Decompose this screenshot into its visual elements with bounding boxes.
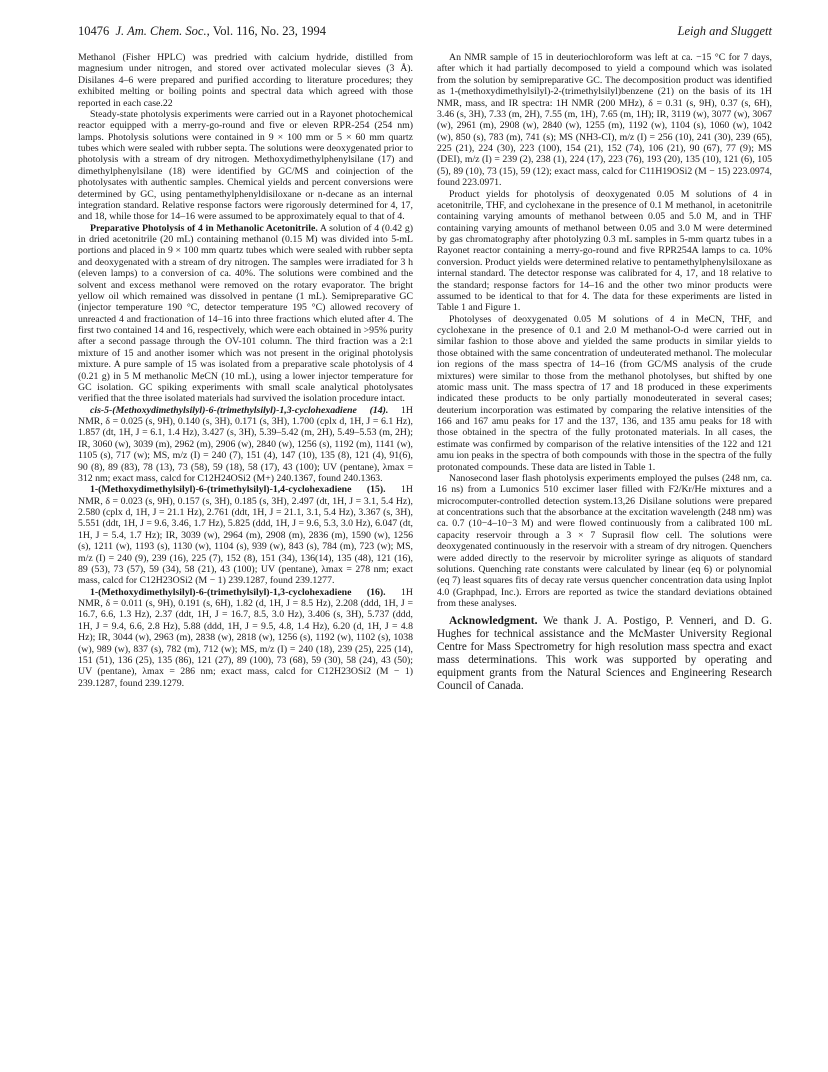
volume-info: Vol. 116, No. 23, 1994 bbox=[212, 24, 327, 38]
header-citation bbox=[78, 24, 326, 39]
section-runin-heading: Preparative Photolysis of 4 in Methanolic Acetonitrile. bbox=[90, 222, 318, 234]
page-number: 10476 bbox=[78, 24, 110, 38]
paragraph-laser-flash: Nanosecond laser flash photolysis experiments employed the pulses (248 nm, ca. 16 ns) from a Lumonics 510 excimer laser filled with F2/Kr/He mixtures and a microcomputer-controlled detection system.13,26 Disilane solutions were prepared at concentrations such that the absorbance at the excitation wavelength (248 nm) was ca. 0.7 (10−4–10−3 M) and were flowed continuously from a calibrated 100 mL capacity reservoir through a 3 × 7 Suprasil flow cell. The solutions were deoxygenated continuously in the reservoir with a stream of dry nitrogen. Quenchers were added directly to the reservoir by microliter syringe as aliquots of standard solutions. Quenching rate constants were calculated by linear (eq 6) or polynomial (eq 7) least squares fits of decay rate versus quencher concentration data using Inplot 4.0 (Graphpad, Inc.). Errors are reported as twice the standard deviations obtained from these analyses. bbox=[437, 472, 772, 609]
left-column bbox=[78, 52, 413, 689]
paragraph-materials: Methanol (Fisher HPLC) was predried with calcium hydride, distilled from magnesium under nitrogen, and stored over activated molecular sieves (3 Å). Disilanes 4–6 were prepared and purified according to literature procedures; they exhibited melting or boiling points and spectral data which agreed with those reported in each case.22 bbox=[78, 52, 413, 109]
journal-name: J. Am. Chem. Soc., bbox=[115, 24, 210, 38]
paragraph-nmr-decomposition: An NMR sample of 15 in deuteriochloroform was left at ca. −15 °C for 7 days, after which it had partially decomposed to yield a compound which was isolated from the solution by semipreparative GC. The decomposition product was identified as 1-(methoxydimethylsilyl)-2-(trimethylsilyl)benzene (21) on the basis of its 1H NMR, mass, and IR spectra: 1H NMR (200 MHz), δ = 0.31 (s, 9H), 0.37 (s, 6H), 3.46 (s, 3H), 7.33 (m, 2H), 7.55 (m, 1H), 7.65 (m, 1H); IR, 3119 (w), 3077 (w), 3067 (w), 2961 (m), 2908 (w), 2840 (w), 1255 (m), 1192 (w), 1104 (s), 1060 (w), 1042 (w), 850 (s), 783 (m), 741 (s); MS (NH3-CI), m/z (I) = 256 (10), 241 (30), 239 (65), 225 (21), 224 (30), 223 (100), 154 (21), 152 (74), 106 (21), 90 (67), 77 (9); MS (DEI), m/z (I) = 239 (2), 238 (1), 224 (17), 223 (76), 193 (20), 135 (10), 121 (6), 105 (5), 89 (10), 73 (15), 59 (12); exact mass, calcd for C11H19OSi2 (M − 15) 223.0974, found 223.0971. bbox=[437, 52, 772, 189]
paragraph-compound-15: 1-(Methoxydimethylsilyl)-6-(trimethylsilyl)-1,4-cyclohexadiene (15). 1H NMR, δ = 0.023 (s, 9H), 0.157 (s, 3H), 0.185 (s, 3H), 2.497 (dt, 1H, J = 3.1, 5.4 Hz), 2.580 (cplx d, 1H, J = 21.1 Hz), 2.761 (ddt, 1H, J = 21.1, 3.1, 5.4 Hz), 3.367 (s, 3H), 5.551 (ddt, 1H, J = 9.6, 3.46, 1.7 Hz), 5.825 (ddd, 1H, J = 9.6, 5.3, 3.0 Hz), 6.047 (dt, 1H, J = 5.4, 1.7 Hz); IR, 3039 (w), 2964 (m), 2908 (m), 2836 (m), 1590 (w), 1256 (s), 1211 (w), 1193 (s), 1130 (w), 1104 (s), 939 (w), 843 (s), 784 (m), 723 (w); MS, m/z (I) = 240 (9), 239 (16), 225 (7), 152 (8), 151 (34), 136(14), 135 (48), 121 (16), 89 (53), 73 (57), 59 (34), 58 (21), 43 (100); UV (pentane), λmax = 278 nm; exact mass, calcd for C12H23OSi2 (M − 1) 239.1287, found 239.1277. bbox=[78, 484, 413, 587]
acknowledgment: Acknowledgment. We thank J. A. Postigo, P. Venneri, and D. G. Hughes for technical assistance and the McMaster University Regional Centre for Mass Spectrometry for high resolution mass spectra and exact mass determinations. This work was supported by operating and equipment grants from the Natural Sciences and Engineering Research Council of Canada. bbox=[437, 615, 772, 693]
acknowledgment-heading: Acknowledgment. bbox=[449, 615, 538, 628]
header-authors: Leigh and Sluggett bbox=[677, 24, 772, 38]
paragraph-preparative-photolysis: Preparative Photolysis of 4 in Methanolic Acetonitrile. A solution of 4 (0.42 g) in dried acetonitrile (20 mL) containing methanol (0.15 M) was divided into 5-mL portions and placed in 9 × 100 mm quartz tubes which were sealed with rubber septa and deoxygenated with a stream of dry nitrogen. The samples were irradiated for 3 h (eleven lamps) to a conversion of ca. 40%. The solutions were combined and the solvent and excess methanol were removed on the rotary evaporator. The bright yellow oil which remained was dissolved in pentane (1 mL). Semipreparative GC (injector temperature 190 °C, detector temperature 195 °C) allowed recovery of unreacted 4 and fractionation of 14–16 into three fractions which eluted after 4. The first two contained 14 and 16, respectively, which were each obtained in >95% purity after a second passage through the OV-101 column. The third fraction was a 2:1 mixture of 15 and another isomer which was not present in the original photolysis mixture. A pure sample of 15 was isolated from a preparative scale photolysis of 4 (0.21 g) in 5 M methanolic MeCN (10 mL), using a lower injector temperature for GC isolation. GC spiking experiments with small scale analytical photolysates verified that the three isolated materials had survived the isolation procedure intact. bbox=[78, 222, 413, 405]
paragraph-compound-16: 1-(Methoxydimethylsilyl)-6-(trimethylsilyl)-1,3-cyclohexadiene (16). 1H NMR, δ = 0.011 (s, 9H), 0.191 (s, 6H), 1.82 (d, 1H, J = 8.5 Hz), 2.208 (ddd, 1H, J = 16.7, 6.6, 1.3 Hz), 2.37 (ddt, 1H, J = 16.7, 8.5, 3.0 Hz), 3.406 (s, 3H), 5.737 (ddd, 1H, J = 9.4, 6.6, 2.8 Hz), 5.88 (ddd, 1H, J = 9.5, 4.8, 1.4 Hz), 6.20 (d, 1H, J = 4.8 Hz); IR, 3044 (w), 2963 (m), 2838 (w), 2818 (w), 1256 (s), 1192 (w), 1102 (s), 1038 (w), 989 (w), 837 (s), 782 (m), 712 (w); MS, m/z (I) = 240 (18), 239 (25), 225 (14), 151 (51), 136 (25), 135 (86), 121 (27), 89 (100), 73 (68), 59 (30), 58 (24), 43 (50); UV (pentane), λmax = 286 nm; exact mass, calcd for C12H23OSi2 (M − 1) 239.1287, found 239.1279. bbox=[78, 586, 413, 689]
compound-heading: 1-(Methoxydimethylsilyl)-6-(trimethylsilyl)-1,3-cyclohexadiene (16). bbox=[90, 586, 386, 598]
compound-heading: cis-5-(Methoxydimethylsilyl)-6-(trimethylsilyl)-1,3-cyclohexadiene (14). bbox=[90, 404, 389, 416]
page-header bbox=[78, 20, 772, 42]
paragraph-compound-14: cis-5-(Methoxydimethylsilyl)-6-(trimethylsilyl)-1,3-cyclohexadiene (14). 1H NMR, δ = 0.025 (s, 9H), 0.140 (s, 3H), 0.171 (s, 3H), 1.700 (cplx d, 1H, J = 6.1 Hz), 1.857 (dt, 1H, J = 6.1, 1.4 Hz), 3.427 (s, 3H), 5.39–5.42 (m, 2H), 5.49–5.53 (m, 2H); IR, 3060 (w), 3039 (m), 2962 (m), 2906 (w), 2840 (w), 1256 (s), 1192 (m), 1141 (w), 1105 (s), 717 (w); MS, m/z (I) = 240 (7), 151 (4), 147 (10), 135 (8), 121 (4), 91(6), 90 (8), 89 (83), 78 (13), 73 (58), 59 (18), 58 (17), 43 (100); UV (pentane), λmax = 312 nm; exact mass, calcd for C12H24OSi2 (M+) 240.1367, found 240.1363. bbox=[78, 404, 413, 484]
paragraph-product-yields: Product yields for photolysis of deoxygenated 0.05 M solutions of 4 in acetonitrile, THF, and cyclohexane in the presence of 0.1 M methanol, in acetonitrile containing varying amounts of methanol between 0.05 and 5.0 M, and in THF containing varying amounts of methanol between 0.05 and 3.0 M were determined by gas chromatography after photolyzing 0.3 mL samples in 5-mm quartz tubes in a Rayonet reactor containing a merry-go-round and five RPR254A lamps to ca. 10% conversion. Product yields were determined relative to pentamethylphenylsiloxane as internal standard. The detector response was calibrated for 4, 17, and 18 relative to the standard; response factors for 14–16 and the other two minor products were assumed to be identical to that for 4. The data for these experiments are listed in Table 1 and Figure 1. bbox=[437, 188, 772, 314]
paragraph-steady-state: Steady-state photolysis experiments were carried out in a Rayonet photochemical reactor equipped with a merry-go-round and five or eleven RPR-254 (254 nm) lamps. Photolysis solutions were contained in 9 × 100 mm or 5 × 60 mm quartz tubes which were sealed with rubber septa. The solutions were deoxygenated prior to photolysis with a stream of dry nitrogen. Methoxydimethylphenylsilane (17) and dimethylphenylsilane (18) were identified by GC/MS and coinjection of the photolysates with authentic samples. Chemical yields and percent conversions were determined by GC, using pentamethylphenyldisiloxane or n-decane as an internal integration standard. Relative response factors were rigorously determined for 4, 17, and 18, while those for 14–16 were assumed to be approximately equal to that of 4. bbox=[78, 108, 413, 223]
paragraph-deuterated-photolyses: Photolyses of deoxygenated 0.05 M solutions of 4 in MeCN, THF, and cyclohexane in the presence of 0.1 and 2.0 M methanol-O-d were carried out in similar fashion to those above and yielded the same products in similar yields to those obtained with the same concentration of undeuterated methanol. The molecular ion regions of the mass spectra of 14–16 (from GC/MS analysis of the crude mixtures) were similar to those from the methanol photolyses, but shifted by one atomic mass unit. The mass spectra of 17 and 18 produced in these experiments indicated these products to be only partially monodeuterated in several cases; deuterium incorporation was estimated by comparing the relative intensities of the 166 and 167 amu peaks for 17 and the 137, 136, and 135 amu peaks for 18 with those obtained in the spectra of the fully protonated materials. In all cases, the estimate was confirmed by comparison of the relative intensities of the 122 and 121 amu ion peaks in the spectra of both compounds with those in the spectra of the fully protonated compounds. These data are listed in Table 1. bbox=[437, 313, 772, 473]
compound-heading: 1-(Methoxydimethylsilyl)-6-(trimethylsilyl)-1,4-cyclohexadiene (15). bbox=[90, 484, 386, 496]
right-column bbox=[437, 52, 772, 693]
